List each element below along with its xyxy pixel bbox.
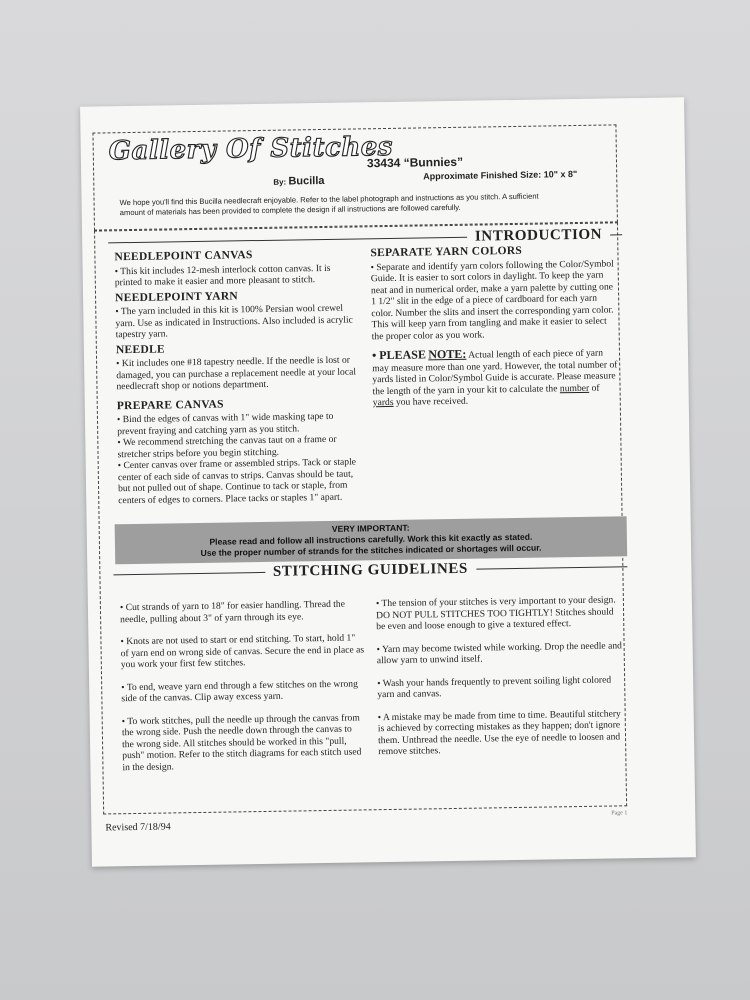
guidelines-right-column	[376, 594, 627, 761]
needlepoint-yarn-text: • The yarn included in this kit is 100% Persian wool crewel yarn. Use as indicated in Instructions. Also included is acrylic tapestry yarn.	[115, 302, 353, 341]
prepare-canvas-title: PREPARE CANVAS	[116, 398, 224, 412]
intro-right-column	[370, 244, 621, 412]
revised-date: Revised 7/18/94	[105, 821, 171, 834]
prepare-canvas-bullet: • We recommend stretching the canvas taut on a frame or stretcher strips before you begin stitching.	[117, 433, 337, 460]
kit-title: 33434 “Bunnies”	[366, 154, 464, 171]
please-note-text: Actual length of each piece of yarn may measure more than one yard. However, the total number of yards listed in Color/Symbol Guide is accurate. Please measure the length of the yarn in your kit to calculate the	[372, 347, 618, 397]
brand-name: Bucilla	[288, 174, 325, 188]
yards-underlined: yards	[372, 396, 394, 409]
very-important-title: VERY IMPORTANT:	[331, 522, 410, 534]
guideline-item: • Wash your hands frequently to prevent soiling light colored yarn and canvas.	[377, 674, 612, 701]
prepare-canvas-bullet: • Bind the edges of canvas with 1" wide masking tape to prevent fraying and catching yarn as you stitch.	[116, 410, 334, 437]
brand-byline	[273, 175, 324, 188]
heading-rule	[108, 236, 467, 243]
needlepoint-canvas-text: • This kit includes 12-mesh interlock cotton canvas. It is printed to make it easier and more pleasant to stitch.	[114, 262, 331, 289]
heading-rule	[610, 234, 622, 236]
please-note-mid: of	[589, 382, 600, 394]
kit-size: Approximate Finished Size: 10" x 8"	[423, 168, 578, 182]
number-underlined: number	[559, 382, 590, 394]
guideline-item: • A mistake may be made from time to time. Beautiful stitchery is achieved by correcting mistakes as they happen; don't ignore them. Unthread the needle. Use the eye of needle to loosen and remove stitches.	[377, 707, 621, 758]
note-label: NOTE:	[428, 346, 467, 362]
introduction-title: INTRODUCTION	[474, 226, 603, 245]
needlepoint-yarn-title: NEEDLEPOINT YARN	[114, 289, 239, 304]
guideline-item: • Knots are not used to start or end stitching. To start, hold 1" of yarn end on wrong side of canvas. Secure the end in place as you work your first few stitches.	[120, 632, 365, 671]
please-note-end: you have received.	[393, 395, 469, 408]
guideline-item: • To end, weave yarn end through a few stitches on the wrong side of the canvas. Clip away excess yarn.	[121, 677, 358, 705]
guidelines-left-column	[120, 598, 367, 777]
page-number: Page 1	[611, 810, 628, 817]
heading-rule	[476, 566, 628, 570]
very-important-line: Please read and follow all instructions carefully. Work this kit exactly as stated.	[209, 531, 533, 547]
intro-left-column	[114, 248, 362, 506]
gallery-of-stitches-logo: Gallery Of Stitches	[108, 131, 394, 167]
prepare-canvas-bullet: • Center canvas over frame or assembled strips. Tack or staple center of each side of canvas to strips. Canvas should be taut, but not pulled out of shape. Continue to tack or staple, from centers of edges to corners. Place tacks or staples 1" apart.	[117, 456, 357, 506]
needle-text: • Kit includes one #18 tapestry needle. If the needle is lost or damaged, you can purchase a replacement needle at your local needlecraft shop or notions department.	[116, 354, 357, 393]
guideline-item: • Cut strands of yarn to 18" for easier handling. Thread the needle, pulling about 3" of yarn through its eye.	[119, 598, 346, 625]
guideline-item: • To work stitches, pull the needle up through the canvas from the wrong side. Push the needle down through the canvas to the wrong side. All stitches should be worked in this "pull, push" motion. Refer to the stitch diagrams for each stitch used in the design.	[121, 711, 362, 773]
stitching-guidelines-title: STITCHING GUIDELINES	[272, 560, 468, 580]
please-label: • PLEASE	[371, 347, 427, 363]
separate-yarn-colors-title: SEPARATE YARN COLORS	[370, 244, 523, 260]
needle-title: NEEDLE	[115, 342, 166, 356]
very-important-line: Use the proper number of strands for the stitches indicated or shortages will occur.	[200, 542, 542, 558]
very-important-banner	[115, 516, 628, 564]
needlepoint-canvas-title: NEEDLEPOINT CANVAS	[114, 249, 253, 264]
by-prefix: By:	[273, 177, 287, 187]
heading-rule	[113, 572, 265, 576]
guideline-item: • Yarn may become twisted while working. Drop the needle and allow yarn to unwind itself.	[376, 639, 622, 667]
separate-yarn-colors-text: • Separate and identify yarn colors following the Color/Symbol Guide. It is easier to sort colors in daylight. To keep the yarn neat and in numerical order, make a yarn palette by cutting one 1 1/2" slit in the edge of a piece of cardboard for each yarn color. Number the slits and insert the corresponding yarn color. This will keep yarn from tangling and make it easier to select the proper color as you work.	[370, 257, 614, 342]
please-note-paragraph	[372, 346, 621, 408]
instruction-sheet	[80, 97, 696, 866]
guideline-item: • The tension of your stitches is very important to your design. DO NOT PULL STITCHES TOO TIGHTLY! Stitches should be even and loose enough to give a textured effect.	[375, 594, 616, 633]
intro-paragraph: We hope you'll find this Bucilla needlecraft enjoyable. Refer to the label photograph and instructions as you stitch. A sufficient amount of materials has been provided to complete the design if all instructions are followed carefully.	[119, 191, 539, 218]
